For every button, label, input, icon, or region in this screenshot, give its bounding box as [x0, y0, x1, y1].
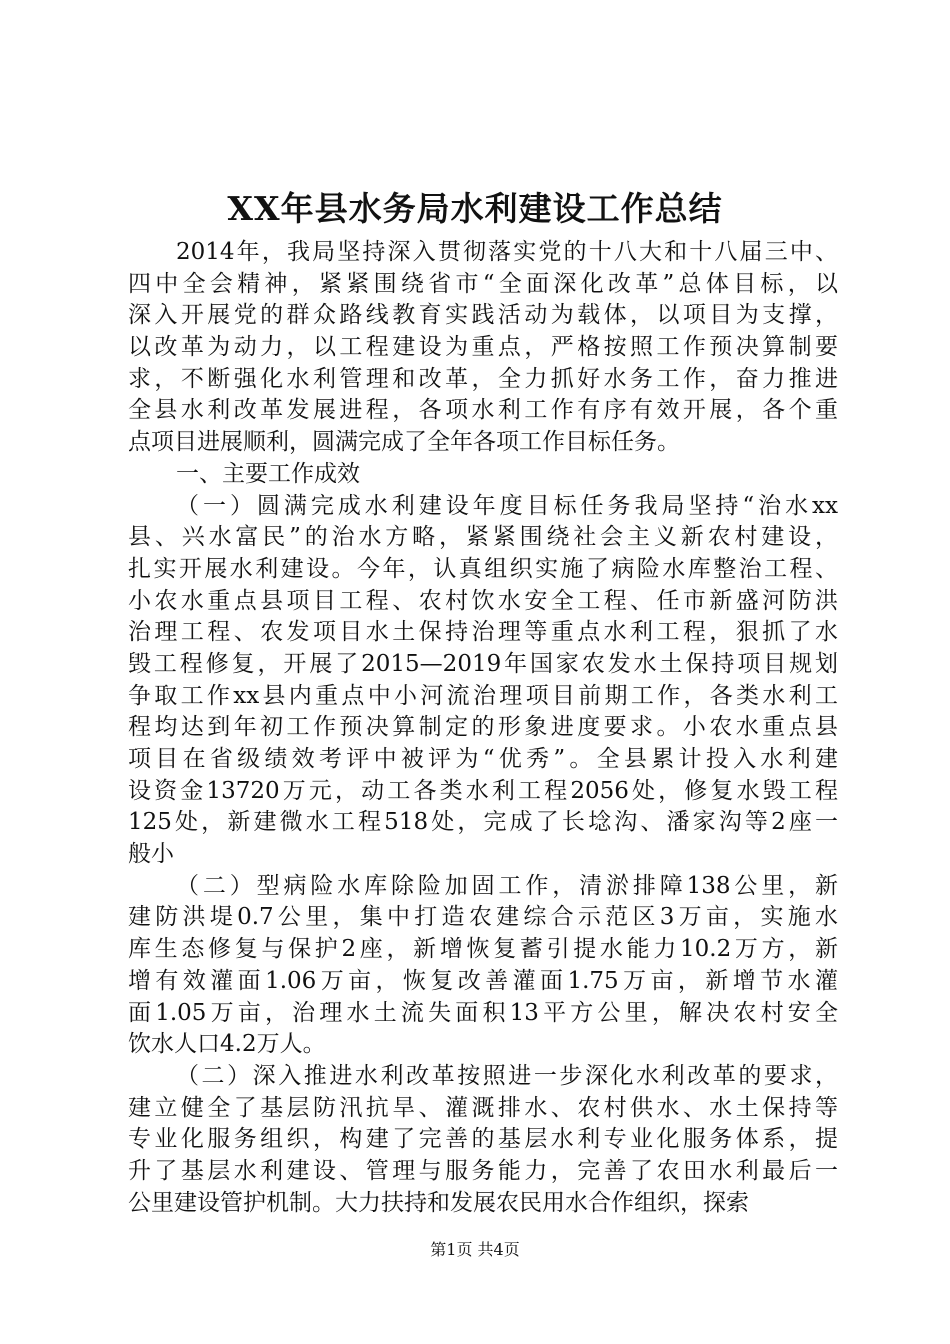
text-line: 升了基层水利建设、管理与服务能力，完善了农田水利最后一 [128, 1157, 838, 1184]
text-line: 深入开展党的群众路线教育实践活动为载体，以项目为支撑， [128, 302, 838, 329]
text-line: 四中全会精神，紧紧围绕省市“全面深化改革”总体目标，以 [128, 270, 838, 297]
section-heading [128, 459, 838, 491]
text-line: 建防洪堤0.7公里，集中打造农建综合示范区3万亩，实施水 [128, 904, 838, 931]
document-body [128, 237, 838, 1219]
text-line: 求，不断强化水利管理和改革，全力抓好水务工作，奋力推进 [128, 365, 838, 392]
text-line: 点项目进展顺利，圆满完成了全年各项工作目标任务。 [128, 429, 680, 456]
text-line: 2014年，我局坚持深入贯彻落实党的十八大和十八届三中、 [176, 239, 838, 265]
paragraph [128, 237, 838, 459]
text-line: 县、兴水富民”的治水方略，紧紧围绕社会主义新农村建设， [128, 524, 838, 551]
paragraph [128, 1061, 838, 1219]
text-line: 般小 [128, 841, 174, 868]
text-line: 扎实开展水利建设。今年，认真组织实施了病险水库整治工程、 [128, 555, 838, 582]
paragraph [128, 871, 838, 1061]
text-line: 设资金13720万元，动工各类水利工程2056处，修复水毁工程 [128, 777, 838, 804]
text-line: 治理工程、农发项目水土保持治理等重点水利工程，狠抓了水 [128, 619, 838, 646]
text-line: 公里建设管护机制。大力扶持和发展农民用水合作组织，探索 [128, 1189, 749, 1216]
text-line: 饮水人口4.2万人。 [128, 1031, 326, 1058]
text-line: 专业化服务组织，构建了完善的基层水利专业化服务体系，提 [128, 1126, 838, 1153]
text-line: 增有效灌面1.06万亩，恢复改善灌面1.75万亩，新增节水灌 [128, 967, 838, 994]
text-line: 毁工程修复，开展了2015—2019年国家农发水土保持项目规划 [128, 650, 838, 677]
text-line: （二）型病险水库除险加固工作，清淤排障138公里，新 [176, 872, 838, 899]
text-line: 建立健全了基层防汛抗旱、灌溉排水、农村供水、水土保持等 [128, 1094, 838, 1121]
text-line: 库生态修复与保护2座，新增恢复蓄引提水能力10.2万方，新 [128, 936, 838, 963]
text-line: （二）深入推进水利改革按照进一步深化水利改革的要求， [176, 1062, 838, 1089]
document-title: XX年县水务局水利建设工作总结 [227, 189, 723, 228]
text-line: 全县水利改革发展进程，各项水利工作有序有效开展，各个重 [128, 397, 838, 424]
text-line: 项目在省级绩效考评中被评为“优秀”。全县累计投入水利建 [128, 746, 838, 772]
paragraph [128, 491, 838, 871]
text-line: 一、主要工作成效 [176, 460, 360, 487]
text-line: 程均达到年初工作预决算制定的形象进度要求。小农水重点县 [128, 714, 838, 741]
text-line: 125处，新建微水工程518处，完成了长埝沟、潘家沟等2座一 [128, 809, 838, 836]
text-line: 以改革为动力，以工程建设为重点，严格按照工作预决算制要 [128, 334, 838, 361]
text-line: 争取工作xx县内重点中小河流治理项目前期工作，各类水利工 [128, 682, 838, 709]
text-line: 小农水重点县项目工程、农村饮水安全工程、任市新盛河防洪 [128, 587, 838, 614]
page-footer: 第1页 共4页 [430, 1240, 520, 1259]
text-line: 面1.05万亩，治理水土流失面积13平方公里，解决农村安全 [128, 999, 838, 1026]
text-line: （一）圆满完成水利建设年度目标任务我局坚持“治水xx [176, 492, 838, 519]
